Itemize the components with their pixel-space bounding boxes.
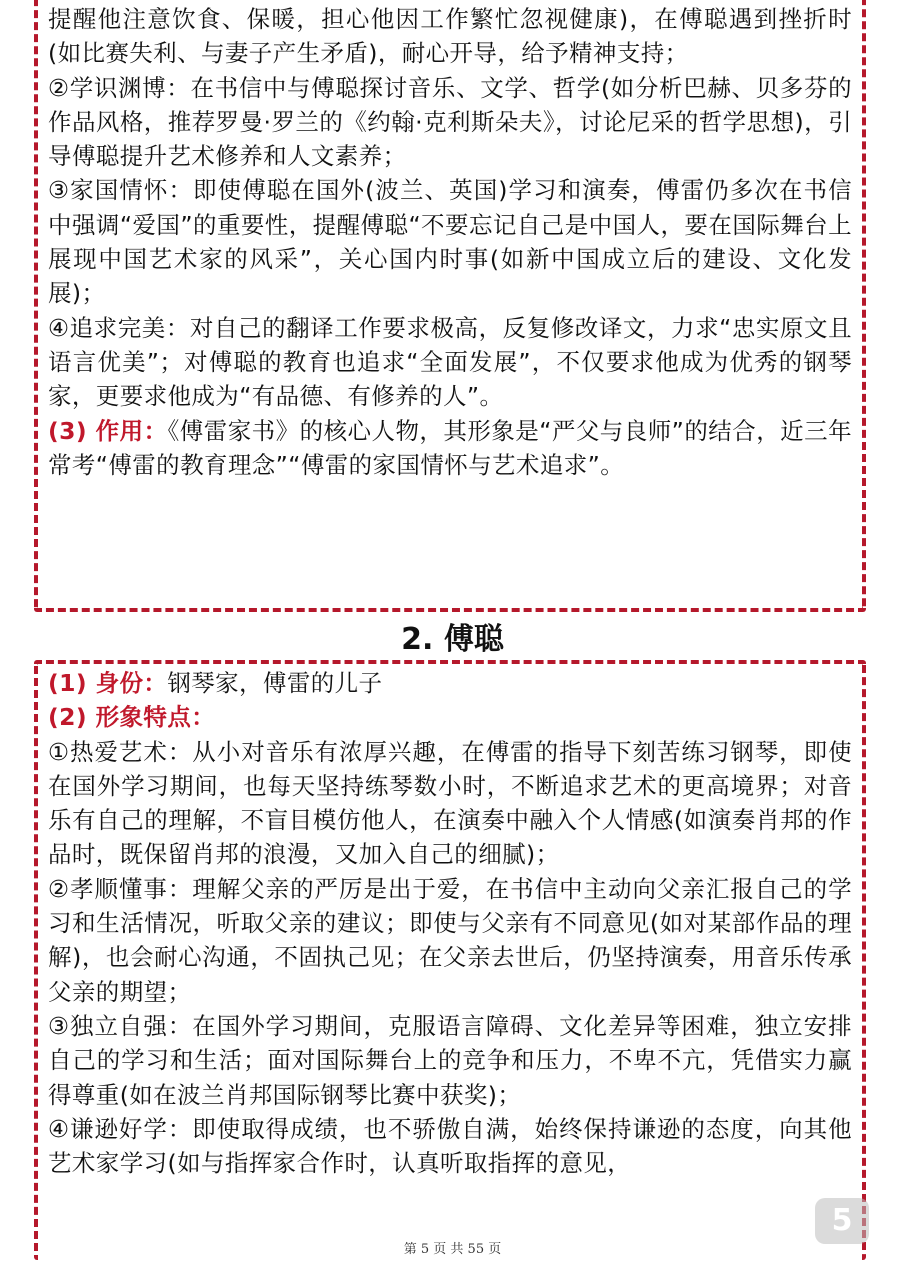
character-section-fu-cong [34, 660, 866, 1260]
character-section-fu-lei [34, 0, 866, 612]
paragraph-care: 提醒他注意饮食、保暖，担心他因工作繁忙忽视健康)，在傅聪遇到挫折时(如比赛失利、与妻子产生矛盾)，耐心开导，给予精神支持； [48, 5, 852, 68]
paragraph-traits-label [48, 700, 852, 734]
traits-label: (2) 形象特点： [48, 703, 216, 732]
paragraph-independent: ③独立自强：在国外学习期间，克服语言障碍、文化差异等困难，独立安排自己的学习和生活；面对国际舞台上的竞争和压力，不卑不亢，凭借实力赢得尊重(如在波兰肖邦国际钢琴比赛中获奖)； [48, 1011, 852, 1109]
paragraph-patriotism: ③家国情怀：即使傅聪在国外(波兰、英国)学习和演奏，傅雷仍多次在书信中强调“爱国”的重要性，提醒傅聪“不要忘记自己是中国人，要在国际舞台上展现中国艺术家的风采”，关心国内时事(如新中国成立后的建设、文化发展)； [48, 176, 852, 308]
paragraph-identity [48, 666, 852, 700]
identity-label: (1) 身份： [48, 669, 168, 697]
effect-label: (3) 作用： [48, 416, 168, 445]
identity-text: 钢琴家，傅雷的儿子 [167, 669, 383, 697]
paragraph-perfection: ④追求完美：对自己的翻译工作要求极高，反复修改译文，力求“忠实原文且语言优美”；对傅聪的教育也追求“全面发展”，不仅要求他成为优秀的钢琴家，更要求他成为“有品德、有修养的人”。 [48, 313, 852, 411]
page-number-badge: 5 [815, 1198, 869, 1244]
paragraph-modest: ④谦逊好学：即使取得成绩，也不骄傲自满，始终保持谦逊的态度，向其他艺术家学习(如与指挥家合作时，认真听取指挥的意见， [48, 1114, 852, 1178]
page-footer: 第 5 页 共 55 页 [403, 1242, 502, 1257]
section-title-fu-cong: 2. 傅聪 [401, 622, 504, 657]
paragraph-love-art: ①热爱艺术：从小对音乐有浓厚兴趣，在傅雷的指导下刻苦练习钢琴，即使在国外学习期间，也每天坚持练琴数小时，不断追求艺术的更高境界；对音乐有自己的理解，不盲目模仿他人，在演奏中融入个人情感(如演奏肖邦的作品时，既保留肖邦的浪漫，又加入自己的细腻)； [48, 737, 852, 869]
paragraph-effect [48, 414, 852, 483]
effect-text: 《傅雷家书》的核心人物，其形象是“严父与良师”的结合，近三年常考“傅雷的教育理念”“傅雷的家国情怀与艺术追求”。 [48, 416, 852, 479]
paragraph-filial: ②孝顺懂事：理解父亲的严厉是出于爱，在书信中主动向父亲汇报自己的学习和生活情况，听取父亲的建议；即使与父亲有不同意见(如对某部作品的理解)，也会耐心沟通，不固执己见；在父亲去世后，仍坚持演奏，用音乐传承父亲的期望； [48, 874, 852, 1006]
paragraph-learned: ②学识渊博：在书信中与傅聪探讨音乐、文学、哲学(如分析巴赫、贝多芬的作品风格，推荐罗曼·罗兰的《约翰·克利斯朵夫》，讨论尼采的哲学思想)，引导傅聪提升艺术修养和人文素养； [48, 73, 852, 171]
